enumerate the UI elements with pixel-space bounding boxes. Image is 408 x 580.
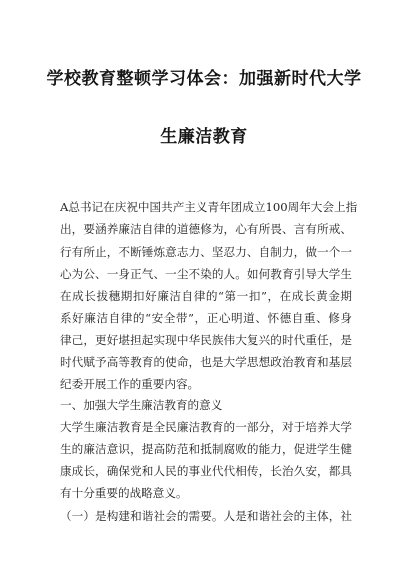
paragraph-2-line: 康成长，确保党和人民的事业代代相传，长治久安，都具 bbox=[60, 464, 352, 478]
subsection-1-line: （一）是构建和谐社会的需要。人是和谐社会的主体，社 bbox=[60, 509, 352, 523]
paragraph-1-line: 系好廉洁自律的“安全带”，正心明道、怀德自重、修身 bbox=[60, 311, 352, 325]
paragraph-1-line: 在成长拔穗期扣好廉洁自律的“第一扣”，在成长黄金期 bbox=[60, 289, 352, 303]
paragraph-1-line: 心为公、一身正气、一尘不染的人。如何教育引导大学生 bbox=[60, 267, 352, 281]
paragraph-1-line: 时代赋予高等教育的使命，也是大学思想政治教育和基层 bbox=[60, 355, 352, 369]
paragraph-1-line: 纪委开展工作的重要内容。 bbox=[60, 377, 200, 391]
paragraph-2-line: 有十分重要的战略意义。 bbox=[60, 486, 188, 500]
paragraph-2-line: 生的廉洁意识，提高防范和抵制腐败的能力，促进学生健 bbox=[60, 442, 352, 456]
section-1-heading: 一、加强大学生廉洁教育的意义 bbox=[60, 398, 223, 412]
paragraph-2-line: 大学生廉洁教育是全民廉洁教育的一部分，对于培养大学 bbox=[60, 420, 352, 434]
paragraph-1-line: 行有所止，不断锤炼意志力、坚忍力、自制力，做一个一 bbox=[60, 245, 352, 259]
document-title-line-2: 生廉洁教育 bbox=[160, 127, 248, 147]
paragraph-1-line: 出，要涵养廉洁自律的道德修为，心有所畏、言有所戒、 bbox=[60, 222, 352, 236]
document-title-line-1: 学校教育整顿学习体会：加强新时代大学 bbox=[46, 69, 362, 89]
paragraph-1-line: A总书记在庆祝中国共产主义青年团成立100周年大会上指 bbox=[60, 200, 358, 214]
paragraph-1-line: 律己，更好堪担起实现中华民族伟大复兴的时代重任，是 bbox=[60, 333, 352, 347]
